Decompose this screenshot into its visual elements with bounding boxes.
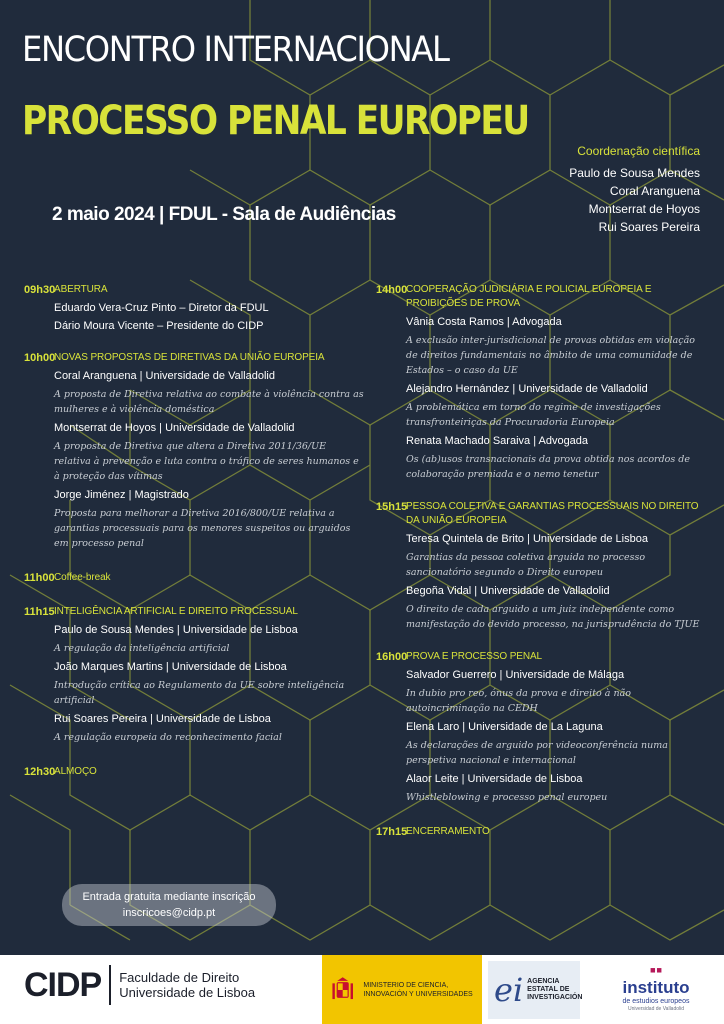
speaker: Alaor Leite | Universidade de Lisboa [406,773,583,785]
talk-title: A proposta de Diretiva relativa ao combate à violência contra as mulheres e à violência doméstica [54,389,364,415]
session-header [24,351,364,365]
program-session [24,605,364,745]
speaker: Dário Moura Vicente – Presidente do CIDP [54,320,264,332]
speaker: Vânia Costa Ramos | Advogada [406,316,562,328]
iee-university: Universidad de Valladolid [627,1006,685,1012]
fdul-line2: Universidade de Lisboa [119,985,256,1000]
talk-title: Whistleblowing e processo penal europeu [406,792,608,803]
speaker: Jorge Jiménez | Magistrado [54,489,189,501]
speaker: Montserrat de Hoyos | Universidade de Valladolid [54,422,295,434]
session-header [24,283,364,297]
event-title: PROCESSO PENAL EUROPEU [22,98,529,144]
event-date-venue: 2 maio 2024 | FDUL - Sala de Audiências [52,204,396,225]
iee-logo [606,961,706,1012]
talk-title: O direito de cada arguido a um juiz independente como manifestação do devido processo, na jurisprudência do TJUE [406,604,700,630]
fdul-line1: Faculdade de Direito [119,970,240,985]
session-header [376,500,706,528]
session-time: 09h30 [24,284,56,296]
session-header [24,765,364,779]
program-session [24,571,364,585]
talk-title: Introdução crítica ao Regulamento da UE sobre inteligência artificial [54,680,345,706]
talk-title: A proposta de Diretiva que altera a Diretiva 2011/36/UE relativa à prevenção e luta contra o tráfico de seres humanos e à proteção das vítimas [54,441,359,482]
session-time: 12h30 [24,766,56,778]
session-header [376,650,706,664]
session-time: 11h00 [24,572,55,584]
program-session [376,650,706,805]
coordinator-name: Montserrat de Hoyos [588,202,700,216]
ministerio-logo [322,955,482,1024]
talk-title: Garantias da pessoa coletiva arguida no processo sancionatório segundo o Direito europeu [406,552,646,578]
speaker: Coral Aranguena | Universidade de Valladolid [54,370,275,382]
speaker: Elena Laro | Universidade de La Laguna [406,721,603,733]
speaker: João Marques Martins | Universidade de Lisboa [54,661,287,673]
session-header [376,825,706,839]
coordinator-name: Coral Aranguena [609,184,700,198]
session-title: NOVAS PROPOSTAS DE DIRETIVAS DA UNIÃO EUROPEIA [54,352,325,363]
coordinator-name: Paulo de Sousa Mendes [569,166,700,180]
coordination-title: Coordenação científica [577,144,700,158]
aei-logo [488,961,583,1019]
session-title: PROVA E PROCESSO PENAL [406,651,542,662]
session-time: 10h00 [24,352,56,364]
event-subtitle: ENCONTRO INTERNACIONAL [22,30,449,70]
session-title: ABERTURA [54,284,108,295]
talk-title: A regulação da inteligência artificial [54,643,230,654]
program-session [24,283,364,333]
iee-mark-icon: ▪▪ [649,960,663,980]
session-title: ALMOÇO [54,766,97,777]
registration-text: Entrada gratuita mediante inscrição [82,891,256,903]
fdul-name [119,970,255,1000]
session-time: 14h00 [376,284,408,296]
coat-of-arms-icon [330,967,355,1013]
aei-name: AGENCIA ESTATAL DE INVESTIGACIÓN [527,978,583,1001]
program-session [24,351,364,551]
session-title: COOPERAÇÃO JUDICIÁRIA E POLICIAL EUROPEIA E PROIBIÇÕES DE PROVA [406,284,652,309]
talk-title: A regulação europeia do reconhecimento facial [54,732,282,743]
session-title: Coffee-break [54,572,111,583]
speaker: Alejandro Hernández | Universidade de Valladolid [406,383,648,395]
registration-box [62,884,276,926]
aei-mark: ei [494,971,524,1009]
cidp-logo [24,965,255,1005]
talk-title: Os (ab)usos transnacionais da prova obtida nos acordos de colaboração premiada e o nemo tenetur [406,454,690,480]
sponsor-footer [0,955,724,1024]
speaker: Begoña Vidal | Universidade de Valladolid [406,585,610,597]
registration-email[interactable]: inscricoes@cidp.pt [122,907,216,919]
cidp-wordmark: CIDP [24,965,102,1004]
talk-title: A exclusão inter-jurisdicional de provas obtidas em violação de direitos fundamentais no âmbito de uma comunidade de Estados – o caso da UE [406,335,695,376]
ministerio-name: MINISTERIO DE CIENCIA, INNOVACIÓN Y UNIVERSIDADES [363,981,473,998]
speaker: Renata Machado Saraiva | Advogada [406,435,589,447]
program-left-column [24,283,364,779]
session-header [24,605,364,619]
session-time: 11h15 [24,606,55,618]
speaker: Paulo de Sousa Mendes | Universidade de Lisboa [54,624,298,636]
talk-title: As declarações de arguido por videoconferência numa perspetiva nacional e internacional [406,740,668,766]
talk-title: A problemática em torno do regime de investigações transfronteiriças da Procuradoria Europeia [406,402,661,428]
session-time: 16h00 [376,651,408,663]
session-title: PESSOA COLETIVA E GARANTIAS PROCESSUAIS NO DIREITO DA UNIÃO EUROPEIA [406,501,699,526]
program-session [376,825,706,839]
speaker: Teresa Quintela de Brito | Universidade de Lisboa [406,533,648,545]
coordinator-name: Rui Soares Pereira [598,220,700,234]
program-session [376,500,706,632]
session-header [24,571,364,585]
session-title: INTELIGÊNCIA ARTIFICIAL E DIREITO PROCESSUAL [54,606,298,617]
talk-title: Proposta para melhorar a Diretiva 2016/800/UE relativa a garantias processuais para os menores suspeitos ou arguidos em processo penal [54,508,351,549]
speaker: Rui Soares Pereira | Universidade de Lisboa [54,713,271,725]
program-session [376,283,706,482]
program-session [24,765,364,779]
iee-subtitle: de estudios europeos [622,998,690,1005]
speaker: Salvador Guerrero | Universidade de Málaga [406,669,625,681]
speaker: Eduardo Vera-Cruz Pinto – Diretor da FDUL [54,302,269,314]
talk-title: In dubio pro reo, ónus da prova e direito à não autoincriminação na CEDH [406,688,631,714]
session-time: 15h15 [376,501,408,513]
scientific-coordination [569,144,700,236]
logo-divider [109,965,111,1005]
program-right-column [376,283,706,839]
iee-wordmark: instituto [622,978,690,997]
session-title: ENCERRAMENTO [406,826,490,837]
session-header [376,283,706,311]
session-time: 17h15 [376,826,408,838]
